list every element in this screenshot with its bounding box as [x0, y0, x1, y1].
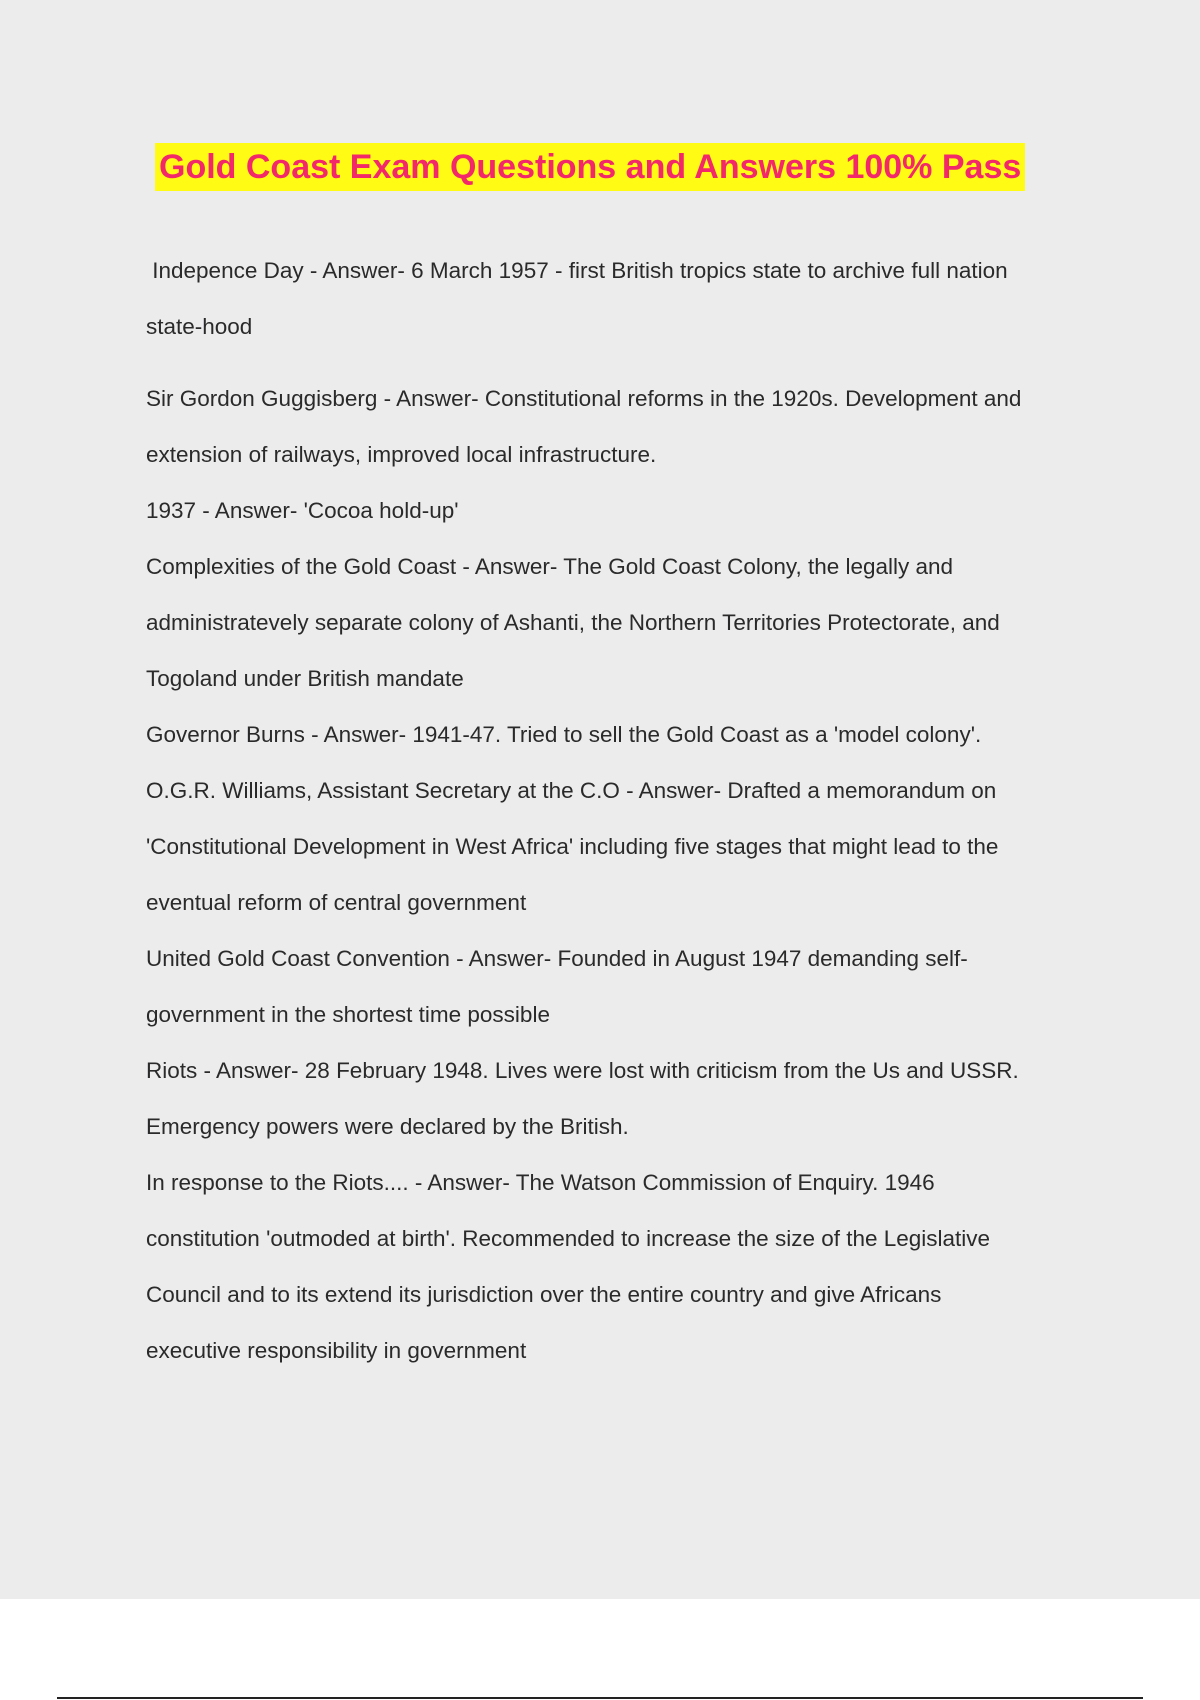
qa-entry-guggisberg: [146, 371, 1096, 483]
text-line: Emergency powers were declared by the British.: [146, 1114, 629, 1139]
text-line: Togoland under British mandate: [146, 666, 464, 691]
text-line: O.G.R. Williams, Assistant Secretary at the C.O - Answer- Drafted a memorandum on: [146, 778, 997, 803]
text-line: Riots - Answer- 28 February 1948. Lives were lost with criticism from the Us and USSR.: [146, 1058, 1019, 1083]
text-line: executive responsibility in government: [146, 1338, 527, 1363]
qa-entry-governor-burns: [146, 707, 1096, 763]
text-line: Sir Gordon Guggisberg - Answer- Constitutional reforms in the 1920s. Development and: [146, 386, 1022, 411]
text-line: government in the shortest time possible: [146, 1002, 550, 1027]
document-title: Gold Coast Exam Questions and Answers 100% Pass: [155, 143, 1025, 191]
text-line: Governor Burns - Answer- 1941-47. Tried to sell the Gold Coast as a 'model colony'.: [146, 722, 982, 747]
qa-entry-riots: [146, 1043, 1096, 1155]
text-line: administratevely separate colony of Ashanti, the Northern Territories Protectorate, and: [146, 610, 1000, 635]
text-line: Complexities of the Gold Coast - Answer- The Gold Coast Colony, the legally and: [146, 554, 954, 579]
text-line: constitution 'outmoded at birth'. Recommended to increase the size of the Legislative: [146, 1226, 991, 1251]
text-line: state-hood: [146, 314, 253, 339]
text-line: Council and to its extend its jurisdiction over the entire country and give Africans: [146, 1282, 942, 1307]
text-line: Indepence Day - Answer- 6 March 1957 - first British tropics state to archive full nation: [146, 258, 1008, 283]
qa-entry-ogr-williams: [146, 763, 1096, 931]
qa-entry-response-to-riots: [146, 1155, 1096, 1379]
qa-entry-complexities: [146, 539, 1096, 707]
text-line: eventual reform of central government: [146, 890, 527, 915]
text-line: 'Constitutional Development in West Africa' including five stages that might lead to the: [146, 834, 999, 859]
text-line: extension of railways, improved local infrastructure.: [146, 442, 657, 467]
text-line: In response to the Riots.... - Answer- The Watson Commission of Enquiry. 1946: [146, 1170, 935, 1195]
qa-entry-ugcc: [146, 931, 1096, 1043]
qa-entry-independence-day: [146, 243, 1096, 355]
text-line: 1937 - Answer- 'Cocoa hold-up': [146, 498, 459, 523]
document-body: [146, 243, 1096, 1379]
qa-entry-1937: [146, 483, 1096, 539]
text-line: United Gold Coast Convention - Answer- Founded in August 1947 demanding self-: [146, 946, 968, 971]
footer-rule: [57, 1697, 1143, 1699]
